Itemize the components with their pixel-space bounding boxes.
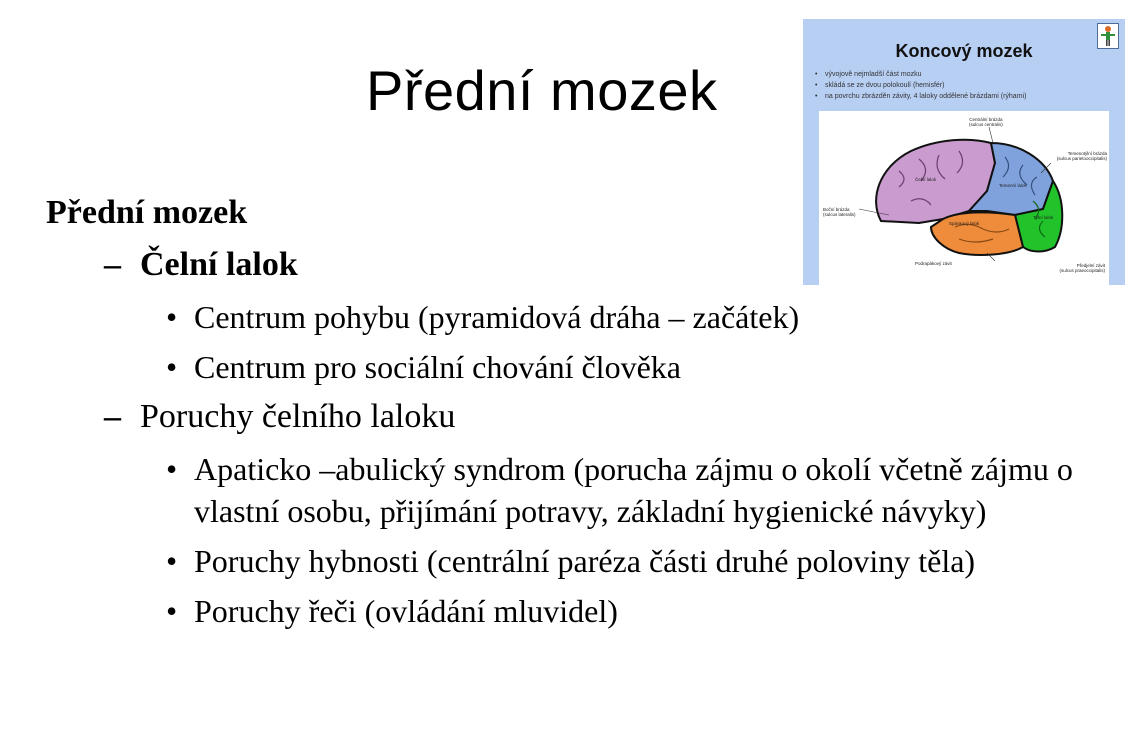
label-parieto-occipital: Temenotýlní brázda (sulcus parietooccipitalis) xyxy=(1056,151,1107,161)
list-item xyxy=(46,540,1126,582)
label-central-sulcus: Centrální brázda (sulcus centralis) xyxy=(969,117,1003,127)
label-lateral-sulcus: Boční brázda (sulcus lateralis) xyxy=(823,207,856,217)
label-parietal: Temenní lalok xyxy=(999,183,1027,188)
slide-title: Přední mozek xyxy=(366,59,718,122)
list-item-text: Centrum pro sociální chování člověka xyxy=(194,349,681,385)
list-item xyxy=(46,448,1126,532)
bullet-marker: • xyxy=(166,543,178,579)
bullet-marker: • xyxy=(166,349,178,385)
list-item-text: Poruchy řeči (ovládání mluvidel) xyxy=(194,593,618,629)
outline-heading: Přední mozek xyxy=(46,194,248,231)
outline-section-frontal-lobe-disorders xyxy=(46,394,1126,440)
thumbnail-bullets xyxy=(815,69,1026,102)
thumbnail-bullet: • skládá se ze dvou polokoulí (hemisfér) xyxy=(815,80,1026,91)
label-occipital: Týlní lalok xyxy=(1033,215,1054,220)
list-item xyxy=(46,296,1126,338)
bullet-marker: • xyxy=(166,451,178,487)
list-item-text: Centrum pohybu (pyramidová dráha – začátek) xyxy=(194,299,800,335)
label-temporal: Spánkový lalok xyxy=(949,221,980,226)
dash-marker: – xyxy=(104,246,121,283)
outline-section-frontal-lobe xyxy=(46,242,1126,288)
thumbnail-bullet: • na povrchu zbrázděn závity, 4 laloky oddělené brázdami (rýhami) xyxy=(815,91,1026,102)
thumbnail-bullet: • vývojově nejmladší část mozku xyxy=(815,69,1026,80)
list-item xyxy=(46,346,1126,388)
section-label: Poruchy čelního laloku xyxy=(140,398,456,435)
label-frontal: Čelní lalok xyxy=(915,177,937,182)
slide-outline xyxy=(46,190,1126,632)
list-item xyxy=(46,590,1126,632)
bullet-marker: • xyxy=(166,593,178,629)
bullet-marker: • xyxy=(166,299,178,335)
dash-marker: – xyxy=(104,398,121,435)
thumbnail-title: Koncový mozek xyxy=(895,41,1033,61)
label-calcarine: Předjelní závit (sulcus praeoccipitalis) xyxy=(1059,263,1105,273)
list-item-text: Poruchy hybnosti (centrální paréza části druhé poloviny těla) xyxy=(194,543,976,579)
section-label: Čelní lalok xyxy=(140,246,298,283)
list-item-text: Apaticko –abulický syndrom (porucha zájmu o okolí včetně zájmu o vlastní osobu, přijímání potravy, základní hygienické návyky) xyxy=(194,451,1073,529)
label-precentral: Podrapákový závit xyxy=(915,261,952,266)
